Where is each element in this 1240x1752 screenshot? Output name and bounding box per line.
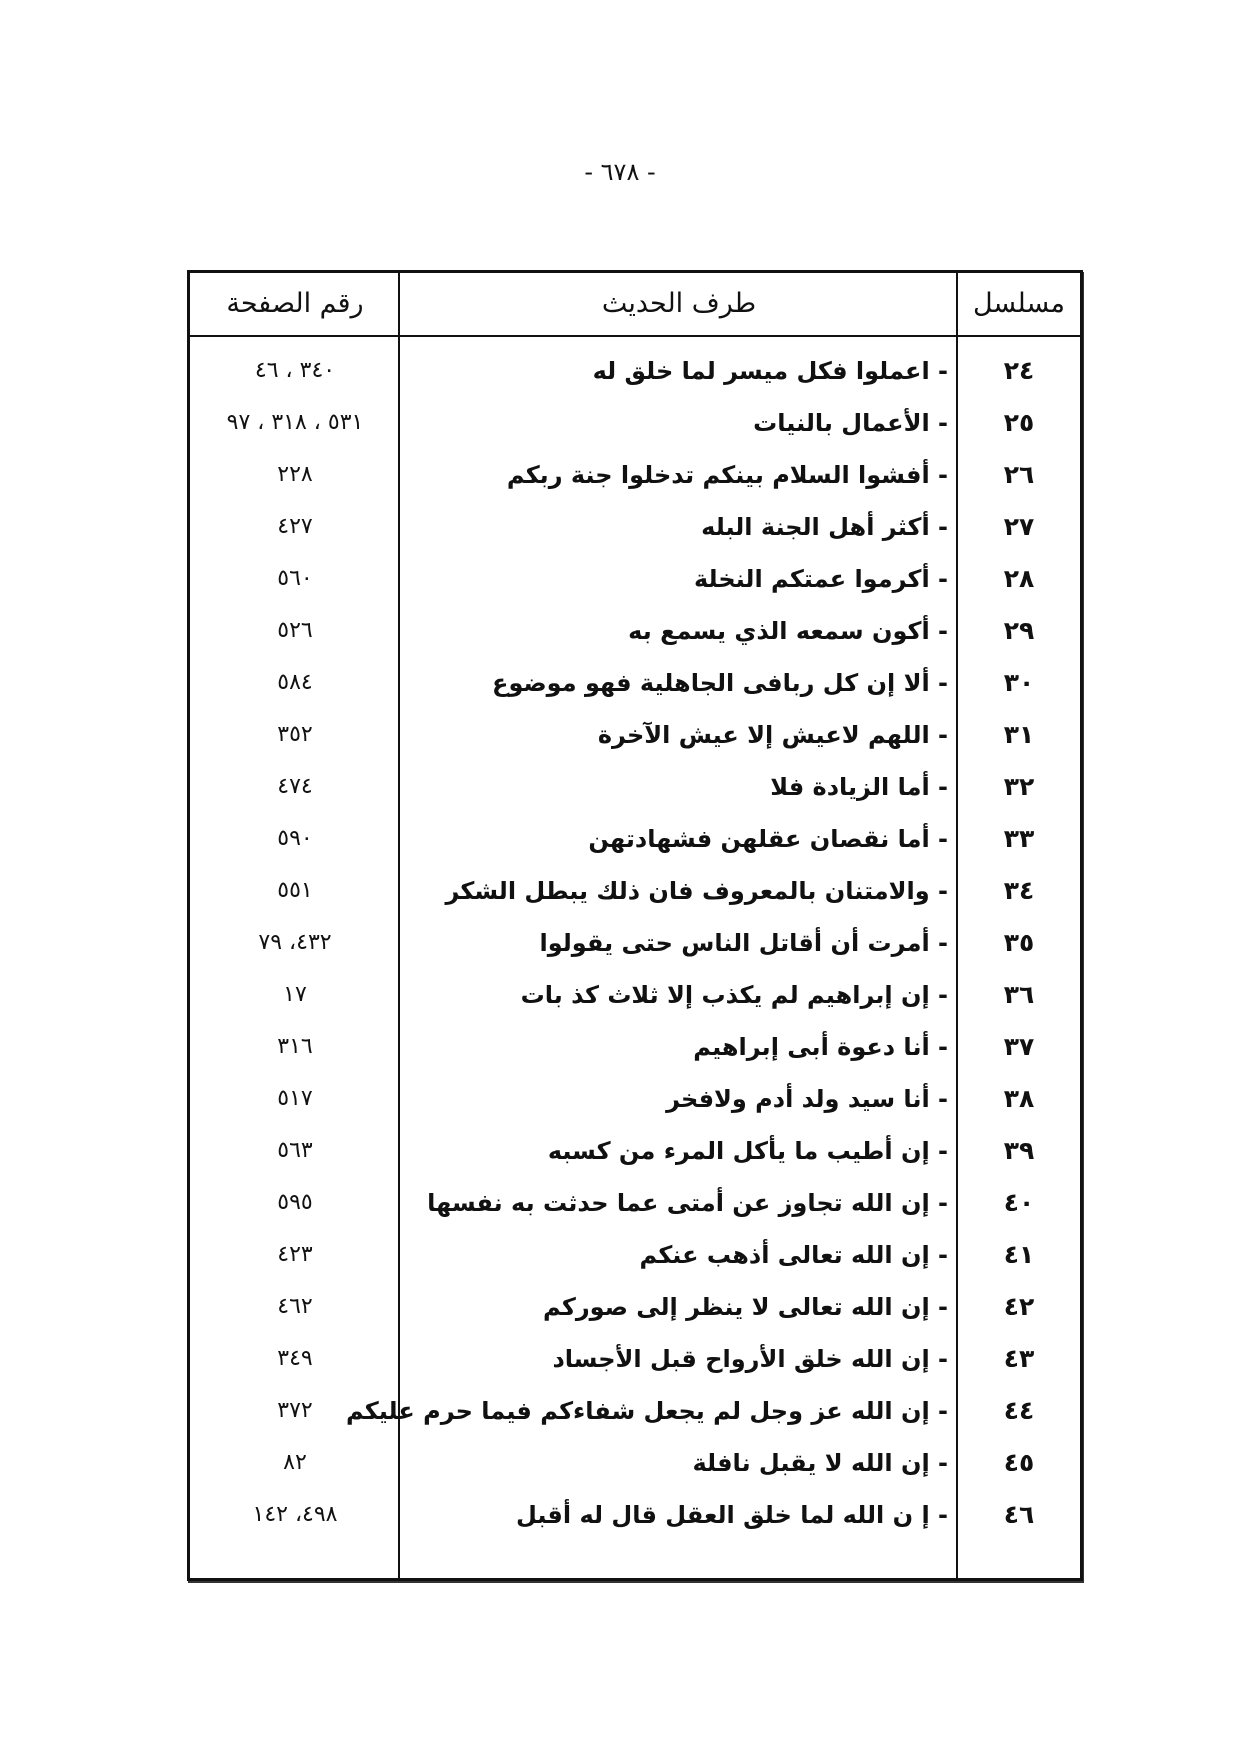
- page-number-cell: ٥٩٥: [277, 1190, 313, 1215]
- hadith-cell: - اللهم لاعيش إلا عيش الآخرة: [597, 721, 948, 749]
- hadith-cell: - إن إبراهيم لم يكذب إلا ثلاث كذ بات: [520, 981, 948, 1009]
- page-number-cell: ٨٢: [283, 1450, 307, 1475]
- table-row: [190, 553, 1080, 605]
- page-number-cell: ٤٢٣: [277, 1242, 313, 1267]
- hadith-cell: - أكرموا عمتكم النخلة: [693, 565, 948, 593]
- hadith-cell: - إن الله تعالى لا ينظر إلى صوركم: [543, 1293, 948, 1321]
- serial-cell: ٤٦: [1003, 1500, 1035, 1529]
- hadith-cell: - اعملوا فكل ميسر لما خلق له: [592, 357, 948, 385]
- serial-cell: ٢٩: [1003, 616, 1035, 645]
- hadith-cell: - إن الله تجاوز عن أمتى عما حدثت به نفسها: [427, 1189, 948, 1217]
- serial-cell: ٣٥: [1003, 928, 1035, 957]
- page-number-cell: ٤٣٢، ٧٩: [258, 930, 332, 955]
- serial-cell: ٤٤: [1003, 1396, 1035, 1425]
- page-number-cell: ٥٨٤: [277, 670, 313, 695]
- table-row: [190, 865, 1080, 917]
- header-serial: مسلسل: [972, 288, 1066, 319]
- table-row: [190, 1073, 1080, 1125]
- table-row: [190, 1385, 1080, 1437]
- serial-cell: ٢٦: [1003, 460, 1035, 489]
- hadith-index-table: [187, 270, 1083, 1581]
- serial-cell: ٣٢: [1003, 772, 1035, 801]
- serial-cell: ٤٥: [1003, 1448, 1035, 1477]
- header-hadith: طرف الحديث: [601, 288, 757, 319]
- table-row: [190, 1489, 1080, 1541]
- page-number-cell: ٣١٦: [277, 1034, 313, 1059]
- table-row: [190, 345, 1080, 397]
- table-row: [190, 917, 1080, 969]
- page-number-cell: ٥٩٠: [277, 826, 313, 851]
- table-row: [190, 969, 1080, 1021]
- serial-cell: ٢٥: [1003, 408, 1035, 437]
- page-number-cell: ٥٥١: [277, 878, 313, 903]
- hadith-cell: - أكثر أهل الجنة البله: [701, 513, 948, 541]
- serial-cell: ٣٩: [1003, 1136, 1035, 1165]
- table-row: [190, 501, 1080, 553]
- hadith-cell: - الأعمال بالنيات: [753, 409, 948, 437]
- serial-cell: ٤٢: [1003, 1292, 1035, 1321]
- page-number-cell: ٥٣١ ، ٣١٨ ، ٩٧: [226, 410, 364, 435]
- hadith-cell: - أما نقصان عقلهن فشهادتهن: [588, 825, 948, 853]
- serial-cell: ٣٦: [1003, 980, 1035, 1009]
- hadith-cell: - أمرت أن أقاتل الناس حتى يقولوا: [539, 929, 948, 957]
- serial-cell: ٣٣: [1003, 824, 1035, 853]
- header-page-number: رقم الصفحة: [226, 288, 364, 319]
- hadith-cell: - والامتنان بالمعروف فان ذلك يبطل الشكر: [445, 877, 948, 905]
- page-number-cell: ٣٧٢: [277, 1398, 313, 1423]
- page-number-cell: ٥١٧: [277, 1086, 313, 1111]
- serial-cell: ٤٣: [1003, 1344, 1035, 1373]
- table-row: [190, 1281, 1080, 1333]
- serial-cell: ٣٠: [1003, 668, 1035, 697]
- page-number-cell: ٣٤٠ ، ٤٦: [254, 358, 336, 383]
- page-number-cell: ٥٦٠: [277, 566, 313, 591]
- serial-cell: ٢٤: [1003, 356, 1035, 385]
- page-number: - ٦٧٨ -: [584, 158, 656, 186]
- hadith-cell: - ألا إن كل ربافى الجاهلية فهو موضوع: [492, 669, 948, 697]
- hadith-cell: - إن الله لا يقبل نافلة: [692, 1449, 948, 1477]
- table-body: [190, 345, 1080, 1541]
- serial-cell: ٣٨: [1003, 1084, 1035, 1113]
- page-number-cell: ٢٢٨: [277, 462, 313, 487]
- hadith-cell: - أما الزيادة فلا: [770, 773, 948, 801]
- hadith-cell: - إن الله خلق الأرواح قبل الأجساد: [552, 1345, 948, 1373]
- table-row: [190, 1333, 1080, 1385]
- serial-cell: ٣٧: [1003, 1032, 1035, 1061]
- page-number-cell: ٤٧٤: [277, 774, 313, 799]
- table-row: [190, 709, 1080, 761]
- serial-cell: ٤٠: [1003, 1188, 1035, 1217]
- hadith-cell: - إن الله تعالى أذهب عنكم: [639, 1241, 948, 1269]
- page-number-cell: ١٧: [283, 982, 307, 1007]
- table-row: [190, 1437, 1080, 1489]
- page-number-cell: ٣٥٢: [277, 722, 313, 747]
- page-number-cell: ٤٩٨، ١٤٢: [252, 1502, 338, 1527]
- page-number-cell: ٣٤٩: [277, 1346, 313, 1371]
- serial-cell: ٣٤: [1003, 876, 1035, 905]
- hadith-cell: - أكون سمعه الذي يسمع به: [628, 617, 948, 645]
- serial-cell: ٣١: [1003, 720, 1035, 749]
- hadith-cell: - إ ن الله لما خلق العقل قال له أقبل: [515, 1501, 948, 1529]
- table-row: [190, 1125, 1080, 1177]
- serial-cell: ٢٨: [1003, 564, 1035, 593]
- page-number-cell: ٥٢٦: [277, 618, 313, 643]
- hadith-cell: - أنا سيد ولد أدم ولافخر: [666, 1085, 948, 1113]
- hadith-cell: - أنا دعوة أبى إبراهيم: [693, 1033, 948, 1061]
- hadith-cell: - أفشوا السلام بينكم تدخلوا جنة ربكم: [506, 461, 948, 489]
- hadith-cell: - إن الله عز وجل لم يجعل شفاءكم فيما حرم عليكم: [345, 1397, 948, 1425]
- table-row: [190, 1021, 1080, 1073]
- page-number-cell: ٥٦٣: [277, 1138, 313, 1163]
- table-row: [190, 761, 1080, 813]
- table-row: [190, 605, 1080, 657]
- page-number-cell: ٤٢٧: [277, 514, 313, 539]
- table-row: [190, 657, 1080, 709]
- hadith-cell: - إن أطيب ما يأكل المرء من كسبه: [547, 1137, 948, 1165]
- page-number-cell: ٤٦٢: [277, 1294, 313, 1319]
- serial-cell: ٤١: [1003, 1240, 1035, 1269]
- serial-cell: ٢٧: [1003, 512, 1035, 541]
- table-row: [190, 813, 1080, 865]
- table-row: [190, 397, 1080, 449]
- header-divider: [190, 335, 1080, 337]
- table-row: [190, 449, 1080, 501]
- table-row: [190, 1177, 1080, 1229]
- table-row: [190, 1229, 1080, 1281]
